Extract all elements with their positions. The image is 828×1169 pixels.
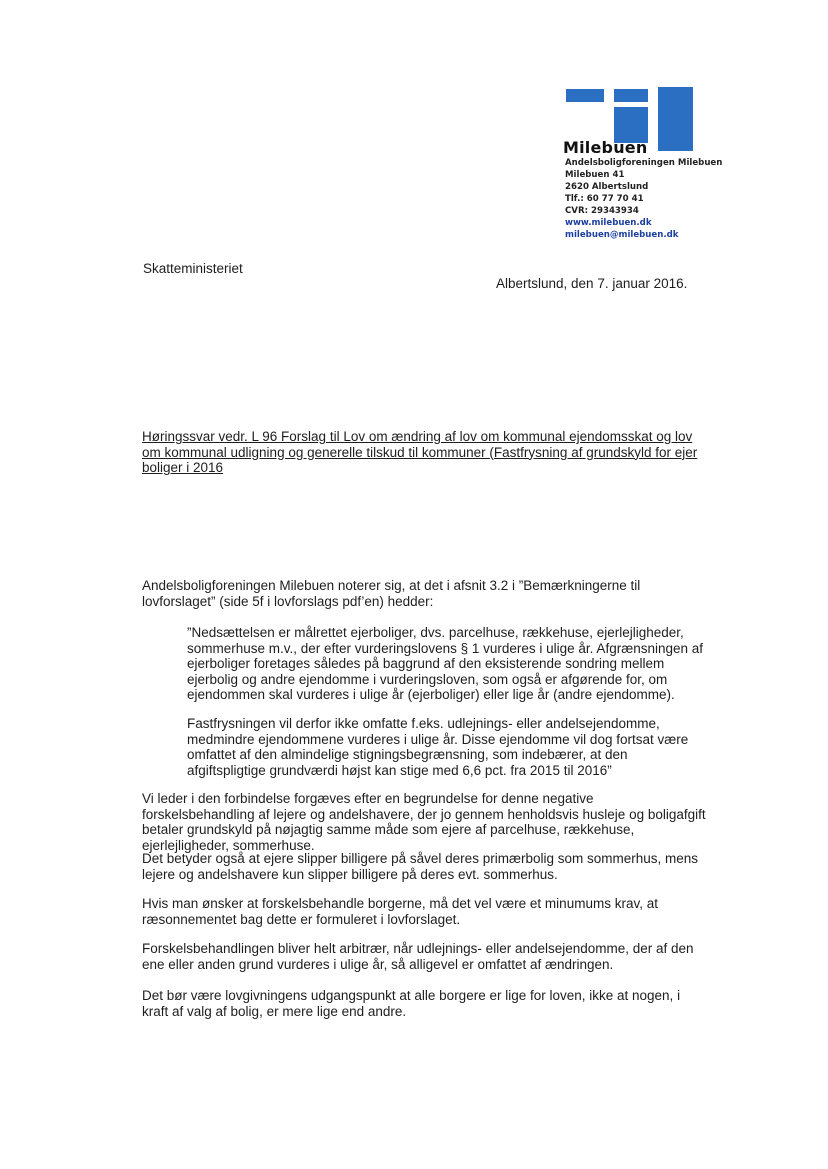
quote-paragraph-2: Fastfrysningen vil derfor ikke omfatte f.eks. udlejnings- eller andelsejendomme, medmindre ejendommene vurderes i ulige år. Disse ejendomme vil dog fortsat være omfattet af den almindelige stigningsbegrænsning, som indebærer, at den afgiftspligtige grundværdi højst kan stige med 6,6 pct. fra 2015 til 2016” (187, 716, 689, 778)
letterhead-contact (565, 157, 745, 241)
letterhead-name: Milebuen (563, 138, 648, 157)
intro-paragraph: Andelsboligforeningen Milebuen noterer sig, at det i afsnit 3.2 i ”Bemærkningerne til lovforslaget” (side 5f i lovforslags pdf’en) hedder: (142, 578, 641, 609)
letterhead-city: 2620 Albertslund (565, 182, 649, 192)
letterhead-phone: Tlf.: 60 77 70 41 (565, 194, 644, 204)
letterhead-cvr: CVR: 29343934 (565, 206, 639, 216)
recipient: Skatteministeriet (143, 261, 243, 276)
body-paragraph-1: Vi leder i den forbindelse forgæves efter en begrundelse for denne negative forskelsbehandling af lejere og andelshavere, der jo gennem henholdsvis husleje og boligafgift betaler grundskyld på nøjagtig samme måde som ejere af parcelhuse, rækkehuse, ejerlejligheder, sommerhuse. (142, 791, 706, 853)
body-paragraph-3: Hvis man ønsker at forskelsbehandle borgerne, må det vel være et minumums krav, at ræsonnementet bag dette er formuleret i lovforslaget. (142, 896, 658, 927)
letterhead-email[interactable]: milebuen@milebuen.dk (565, 230, 679, 240)
body-paragraph-5: Det bør være lovgivningens udgangspunkt at alle borgere er lige for loven, ikke at nogen, i kraft af valg af bolig, er mere lige end andre. (142, 988, 681, 1019)
dateline: Albertslund, den 7. januar 2016. (496, 276, 688, 291)
body-paragraph-4: Forskelsbehandlingen bliver helt arbitrær, når udlejnings- eller andelsejendomme, der af den ene eller anden grund vurderes i ulige år, så alligevel er omfattet af ændringen. (142, 941, 694, 972)
letterhead-website[interactable]: www.milebuen.dk (565, 218, 652, 228)
quote-paragraph-1: ”Nedsættelsen er målrettet ejerboliger, dvs. parcelhuse, rækkehuse, ejerlejligheder, sommerhuse m.v., der efter vurderingslovens § 1 vurderes i ulige år. Afgrænsningen af ejerboliger foretages således på baggrund af den eksisterende sondring mellem ejerbolig og andre ejendomme i vurderingsloven, som også er afgørende for, om ejendommen skal vurderes i ulige år (ejerboliger) eller lige år (andre ejendomme). (187, 625, 704, 702)
subject-line: Høringssvar vedr. L 96 Forslag til Lov om ændring af lov om kommunal ejendomsskat og lov om kommunal udligning og generelle tilskud til kommuner (Fastfrysning af grundskyld for ejer boliger i 2016 (142, 429, 698, 475)
letterhead-association: Andelsboligforeningen Milebuen (565, 158, 723, 168)
body-paragraph-2: Det betyder også at ejere slipper billigere på såvel deres primærbolig som sommerhus, mens lejere og andelshavere kun slipper billigere på deres evt. sommerhus. (142, 851, 698, 882)
letterhead-street: Milebuen 41 (565, 170, 625, 180)
